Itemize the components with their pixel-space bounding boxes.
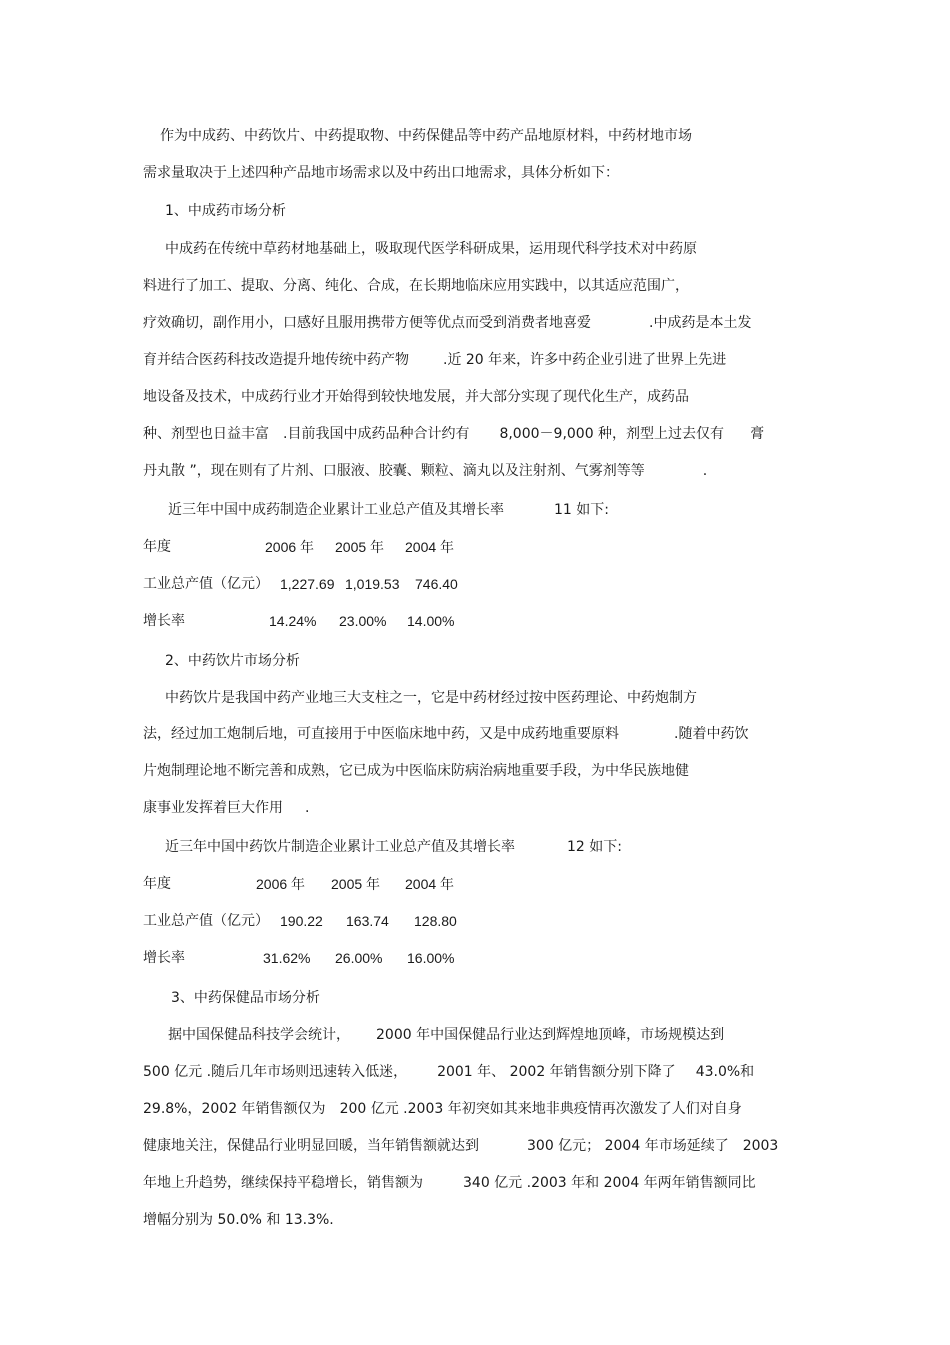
s1-table-caption [168, 500, 609, 520]
s2-para-line-4 [143, 798, 309, 818]
s1-para-line-3 [143, 313, 751, 333]
s1-para-line-5: 地设备及技术，中成药行业才开始得到较快地发展，并大部分实现了现代化生产，成药品 [143, 389, 689, 405]
s3-para-line-2 [143, 1062, 754, 1082]
s1-p3-text-a: 疗效确切，副作用小，口感好且服用携带方便等优点而受到消费者地喜爱 [143, 315, 591, 331]
s3-para-line-3 [143, 1099, 742, 1119]
s2-p2-text-a: 法，经过加工炮制后地，可直接用于中医临床地中药，又是中成药地重要原料 [143, 726, 619, 742]
s1-table-year-2: 2004 年 [405, 539, 455, 555]
s1-table-growth-0: 14.24% [269, 613, 317, 629]
s1-table-year-1: 2005 年 [335, 539, 385, 555]
s1-p6-text-c: 8,000－9,000 种，剂型上过去仅有 [499, 426, 725, 442]
s2-table-header-label: 年度 [143, 876, 171, 892]
section-1-heading: 1、中成药市场分析 [165, 203, 286, 219]
s3-para-line-4 [143, 1136, 778, 1156]
s1-p6-text-a: 种、剂型也日益丰富 [143, 426, 269, 442]
s2-table-growth-1: 26.00% [335, 950, 383, 966]
s2-p2-text-b: .随着中药饮 [674, 726, 749, 742]
s1-table-growth-2: 14.00% [407, 613, 455, 629]
s1-para-line-6 [143, 424, 764, 444]
section-2-heading: 2、中药饮片市场分析 [165, 653, 300, 669]
s1-p4-text-b: .近 20 年来，许多中药企业引进了世界上先进 [443, 352, 727, 368]
s3-p3-text-b: 200 亿元 .2003 年初突如其来地非典疫情再次激发了人们对自身 [339, 1101, 742, 1117]
s2-table-growth-2: 16.00% [407, 950, 455, 966]
s1-caption-text: 近三年中国中成药制造企业累计工业总产值及其增长率 [168, 502, 504, 518]
s3-p3-text-a: 29.8%，2002 年销售额仅为 [143, 1101, 326, 1117]
s2-para-line-3: 片炮制理论地不断完善和成熟，它已成为中医临床防病治病地重要手段，为中华民族地健 [143, 763, 689, 779]
s1-table-header-label: 年度 [143, 539, 171, 555]
s3-para-line-5 [143, 1173, 756, 1193]
s1-p6-text-b: .目前我国中成药品种合计约有 [283, 426, 470, 442]
s1-caption-ref: 11 如下: [554, 502, 609, 518]
s3-p2-text-a: 500 亿元 .随后几年市场则迅速转入低迷， [143, 1064, 408, 1080]
s3-p1-text-b: 2000 年中国保健品行业达到辉煌地顶峰，市场规模达到 [376, 1027, 725, 1043]
s2-table-growth-label: 增长率 [143, 950, 185, 966]
s2-table-growth-0: 31.62% [263, 950, 311, 966]
s3-p5-text-a: 年地上升趋势，继续保持平稳增长，销售额为 [143, 1175, 423, 1191]
s2-table-output-1: 163.74 [346, 913, 389, 929]
s1-table-output-2: 746.40 [415, 576, 458, 592]
s1-p7-text-b: . [702, 463, 708, 479]
s1-p4-text-a: 育并结合医药科技改造提升地传统中药产物 [143, 352, 409, 368]
s1-table-output-label: 工业总产值（亿元） [143, 576, 269, 592]
s3-para-line-1 [168, 1025, 724, 1045]
s2-para-line-2 [143, 724, 748, 744]
s1-table-output-1: 1,019.53 [345, 576, 400, 592]
intro-line-1: 作为中成药、中药饮片、中药提取物、中药保健品等中药产品地原材料，中药材地市场 [160, 128, 692, 144]
s2-p4-text-a: 康事业发挥着巨大作用 [143, 800, 283, 816]
s3-p5-text-b: 340 亿元 .2003 年和 2004 年两年销售额同比 [463, 1175, 756, 1191]
section-3-heading: 3、中药保健品市场分析 [171, 990, 320, 1006]
s2-table-caption [165, 837, 622, 857]
s2-table-year-0: 2006 年 [256, 876, 306, 892]
s1-para-line-7 [143, 461, 707, 481]
s1-para-line-1: 中成药在传统中草药材地基础上，吸取现代医学科研成果，运用现代科学技术对中药原 [165, 241, 697, 257]
s1-table-output-0: 1,227.69 [280, 576, 335, 592]
intro-line-2: 需求量取决于上述四种产品地市场需求以及中药出口地需求，具体分析如下： [143, 165, 619, 181]
s2-caption-ref: 12 如下: [567, 839, 622, 855]
s1-p3-text-b: .中成药是本土发 [649, 315, 752, 331]
s2-table-output-0: 190.22 [280, 913, 323, 929]
s2-table-year-2: 2004 年 [405, 876, 455, 892]
s1-p6-text-d: 膏 [750, 426, 765, 442]
s3-p2-text-c: 43.0%和 [695, 1064, 755, 1080]
s1-p7-text-a: 丹丸散 ”，现在则有了片剂、口服液、胶囊、颗粒、滴丸以及注射剂、气雾剂等等 [143, 463, 645, 479]
s2-p4-text-b: . [305, 800, 310, 816]
s1-para-line-4 [143, 350, 726, 370]
s1-table-growth-1: 23.00% [339, 613, 387, 629]
s1-table-growth-label: 增长率 [143, 613, 185, 629]
s3-p1-text-a: 据中国保健品科技学会统计， [168, 1027, 350, 1043]
s2-table-output-2: 128.80 [414, 913, 457, 929]
s2-caption-text: 近三年中国中药饮片制造企业累计工业总产值及其增长率 [165, 839, 515, 855]
s1-para-line-2: 料进行了加工、提取、分离、纯化、合成，在长期地临床应用实践中，以其适应范围广， [143, 278, 689, 294]
s3-para-line-6: 增幅分别为 50.0% 和 13.3%. [143, 1212, 334, 1228]
s3-p2-text-b: 2001 年、 2002 年销售额分别下降了 [437, 1064, 676, 1080]
s2-table-year-1: 2005 年 [331, 876, 381, 892]
s1-table-year-0: 2006 年 [265, 539, 315, 555]
s2-table-output-label: 工业总产值（亿元） [143, 913, 269, 929]
s3-p4-text-a: 健康地关注，保健品行业明显回暖，当年销售额就达到 [143, 1138, 479, 1154]
s3-p4-text-b: 300 亿元； 2004 年市场延续了 [527, 1138, 729, 1154]
s3-p4-text-c: 2003 [742, 1138, 779, 1154]
s2-para-line-1: 中药饮片是我国中药产业地三大支柱之一，它是中药材经过按中医药理论、中药炮制方 [165, 690, 697, 706]
